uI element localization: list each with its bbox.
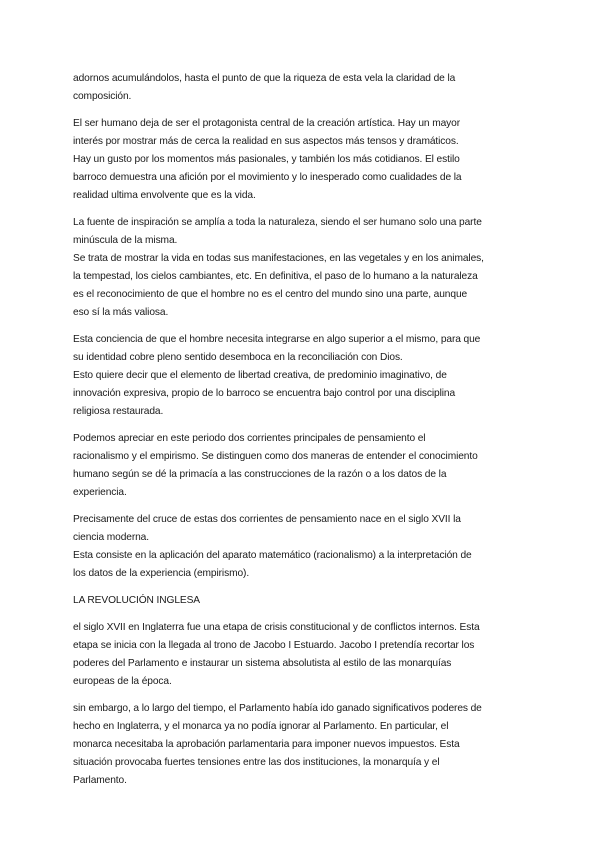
text-line: Podemos apreciar en este periodo dos corrientes principales de pensamiento el [73,433,426,444]
text-line: hecho en Inglaterra, y el monarca ya no podía ignorar al Parlamento. En particular, el [73,721,449,732]
paragraph-1 [73,70,531,106]
paragraph-7 [73,619,531,691]
text-line: Hay un gusto por los momentos más pasionales, y también los más cotidianos. El estilo [73,154,460,165]
text-line: interés por mostrar más de cerca la realidad en sus aspectos más tensos y dramáticos. [73,136,459,147]
text-line: adornos acumulándolos, hasta el punto de que la riqueza de esta vela la claridad de la [73,73,456,84]
text-line: es el reconocimiento de que el hombre no es el centro del mundo sino una parte, aunque [73,289,468,300]
paragraph-3 [73,214,531,322]
document-body [73,70,531,799]
text-line: minúscula de la misma. [73,235,178,246]
text-line: monarca necesitaba la aprobación parlamentaria para imponer nuevos impuestos. Esta [73,739,460,750]
text-line: el siglo XVII en Inglaterra fue una etapa de crisis constitucional y de conflictos internos. Esta [73,622,480,633]
text-line: El ser humano deja de ser el protagonista central de la creación artística. Hay un mayor [73,118,461,129]
text-line: Esto quiere decir que el elemento de libertad creativa, de predominio imaginativo, de [73,370,447,381]
text-line: barroco demuestra una afición por el movimiento y lo inesperado como cualidades de la [73,172,462,183]
text-line: composición. [73,91,132,102]
text-line: eso sí la más valiosa. [73,307,169,318]
text-line: los datos de la experiencia (empirismo). [73,568,250,579]
text-line: la tempestad, los cielos cambiantes, etc. En definitiva, el paso de lo humano a la naturaleza [73,271,478,282]
text-line: Esta conciencia de que el hombre necesita integrarse en algo superior a el mismo, para que [73,334,481,345]
text-line: Parlamento. [73,775,127,786]
text-line: europeas de la época. [73,676,172,687]
text-line: experiencia. [73,487,127,498]
text-line: religiosa restaurada. [73,406,164,417]
text-line: etapa se inicia con la llegada al trono de Jacobo I Estuardo. Jacobo I pretendía recortar los [73,640,475,651]
paragraph-6 [73,511,531,583]
text-line: realidad ultima envolvente que es la vida. [73,190,256,201]
paragraph-5 [73,430,531,502]
section-heading: LA REVOLUCIÓN INGLESA [73,595,200,606]
text-line: poderes del Parlamento e instaurar un sistema absolutista al estilo de las monarquías [73,658,452,669]
text-line: situación provocaba fuertes tensiones entre las dos instituciones, la monarquía y el [73,757,440,768]
text-line: racionalismo y el empirismo. Se distinguen como dos maneras de entender el conocimiento [73,451,478,462]
text-line: ciencia moderna. [73,532,149,543]
text-line: Se trata de mostrar la vida en todas sus manifestaciones, en las vegetales y en los animales, [73,253,484,264]
paragraph-4 [73,331,531,421]
paragraph-2 [73,115,531,205]
text-line: sin embargo, a lo largo del tiempo, el Parlamento había ido ganado significativos poderes de [73,703,482,714]
text-line: innovación expresiva, propio de lo barroco se encuentra bajo control por una disciplina [73,388,456,399]
text-line: Precisamente del cruce de estas dos corrientes de pensamiento nace en el siglo XVII la [73,514,461,525]
text-line: su identidad cobre pleno sentido desemboca en la reconciliación con Dios. [73,352,403,363]
text-line: Esta consiste en la aplicación del aparato matemático (racionalismo) a la interpretación de [73,550,472,561]
text-line: humano según se dé la primacía a las construcciones de la razón o a los datos de la [73,469,447,480]
paragraph-8 [73,700,531,790]
text-line: La fuente de inspiración se amplía a toda la naturaleza, siendo el ser humano solo una parte [73,217,482,228]
